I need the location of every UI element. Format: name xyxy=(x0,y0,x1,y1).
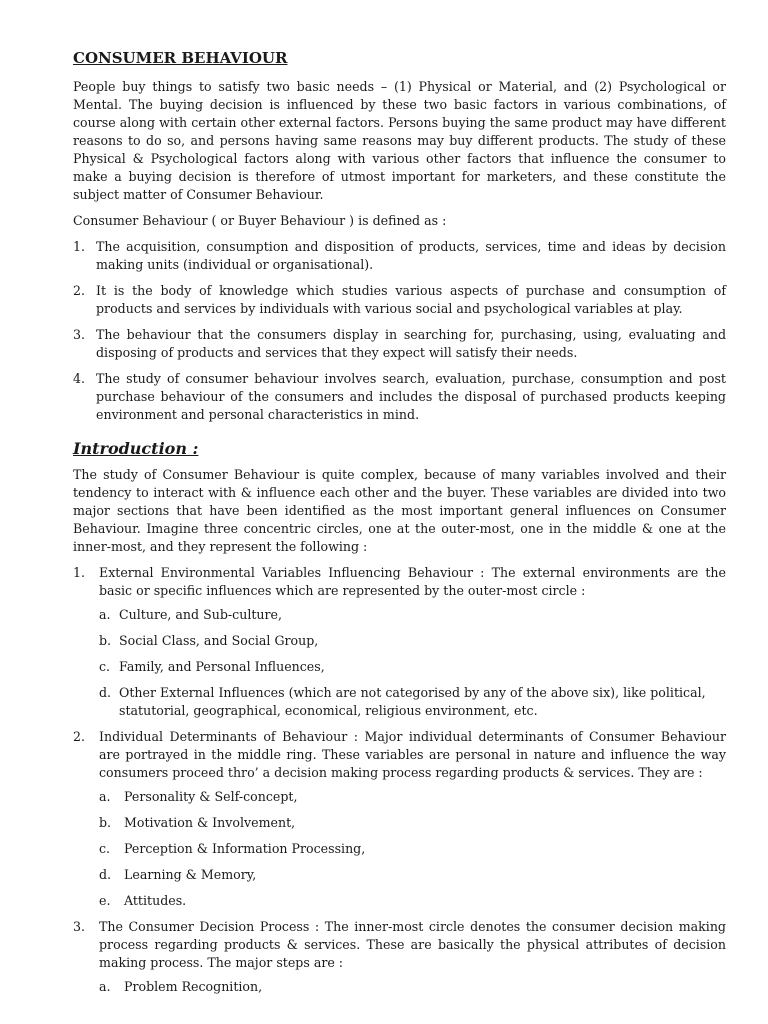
definition-text: It is the body of knowledge which studies various aspects of purchase and consumption of products and services by individuals with various social and psychological variables at play. xyxy=(96,283,726,316)
document-title: CONSUMER BEHAVIOUR xyxy=(73,49,288,67)
sub-marker: c. xyxy=(99,841,111,856)
sub-list xyxy=(99,606,726,720)
definition-intro: Consumer Behaviour ( or Buyer Behaviour ) is defined as : xyxy=(73,213,447,228)
list-number: 3. xyxy=(73,327,86,342)
definition-item xyxy=(73,326,726,362)
section-text: Individual Determinants of Behaviour : Major individual determinants of Consumer Behaviour are portrayed in the middle ring. These variables are personal in nature and influence the way consumers proceed thro’ a decision making process regarding products & services. They are : xyxy=(99,729,726,780)
sub-item xyxy=(99,840,726,858)
introduction-paragraph: The study of Consumer Behaviour is quite complex, because of many variables involved and their tendency to interact with & influence each other and the buyer. These variables are divided into two major sections that have been identified as the most important general influences on Consumer Behaviour. Imagine three concentric circles, one at the outer-most, one in the middle & one at the inner-most, and they represent the following : xyxy=(73,467,726,554)
definition-item xyxy=(73,370,726,424)
sub-marker: c. xyxy=(99,659,111,674)
sub-item xyxy=(99,658,726,676)
list-number: 1. xyxy=(73,239,86,254)
section-text: The Consumer Decision Process : The inner-most circle denotes the consumer decision making process regarding products & services. These are basically the physical attributes of decision making process. The major steps are : xyxy=(99,919,726,970)
sub-item xyxy=(99,866,726,884)
sub-item xyxy=(99,788,726,806)
sub-item xyxy=(99,814,726,832)
sub-text: Learning & Memory, xyxy=(124,867,257,882)
sub-item xyxy=(99,978,726,996)
intro-paragraph: People buy things to satisfy two basic needs – (1) Physical or Material, and (2) Psychological or Mental. The buying decision is influenced by these two basic factors in various combinations, of course along with certain other external factors. Persons buying the same product may have different reasons to do so, and persons having same reasons may buy different products. The study of these Physical & Psychological factors along with various other factors that influence the consumer to make a buying decision is therefore of utmost important for marketers, and these constitute the subject matter of Consumer Behaviour. xyxy=(73,79,726,202)
definition-text: The acquisition, consumption and disposition of products, services, time and ideas by decision making units (individual or organisational). xyxy=(96,239,726,272)
sub-text: Family, and Personal Influences, xyxy=(119,659,325,674)
list-number: 3. xyxy=(73,919,86,934)
sub-text: Culture, and Sub-culture, xyxy=(119,607,283,622)
sub-item xyxy=(99,684,726,720)
section-list xyxy=(73,564,726,996)
definition-item xyxy=(73,238,726,274)
sub-marker: b. xyxy=(99,815,112,830)
list-number: 4. xyxy=(73,371,86,386)
definition-text: The behaviour that the consumers display in searching for, purchasing, using, evaluating and disposing of products and services that they expect will satisfy their needs. xyxy=(96,327,726,360)
list-number: 2. xyxy=(73,729,86,744)
sub-item xyxy=(99,632,726,650)
sub-list xyxy=(99,978,726,996)
introduction-heading: Introduction : xyxy=(73,439,199,458)
definition-text: The study of consumer behaviour involves search, evaluation, purchase, consumption and post purchase behaviour of the consumers and includes the disposal of purchased products keeping environment and personal characteristics in mind. xyxy=(96,371,726,422)
sub-text: Perception & Information Processing, xyxy=(124,841,366,856)
definition-item xyxy=(73,282,726,318)
sub-marker: b. xyxy=(99,633,112,648)
sub-marker: a. xyxy=(99,789,111,804)
sub-text: Social Class, and Social Group, xyxy=(119,633,319,648)
sub-item xyxy=(99,892,726,910)
section-text: External Environmental Variables Influencing Behaviour : The external environments are the basic or specific influences which are represented by the outer-most circle : xyxy=(99,565,726,598)
list-number: 1. xyxy=(73,565,86,580)
section-item xyxy=(73,728,726,910)
section-item xyxy=(73,564,726,720)
sub-item xyxy=(99,606,726,624)
sub-marker: d. xyxy=(99,867,112,882)
list-number: 2. xyxy=(73,283,86,298)
sub-marker: e. xyxy=(99,893,111,908)
sub-marker: a. xyxy=(99,607,111,622)
sub-text: Attitudes. xyxy=(124,893,187,908)
sub-text: Other External Influences (which are not categorised by any of the above six), like political, statutorial, geographical, economical, religious environment, etc. xyxy=(119,685,706,718)
section-item xyxy=(73,918,726,996)
sub-list xyxy=(99,788,726,910)
sub-text: Problem Recognition, xyxy=(124,979,263,994)
definition-list xyxy=(73,238,726,424)
sub-text: Motivation & Involvement, xyxy=(124,815,296,830)
sub-marker: d. xyxy=(99,685,112,700)
sub-marker: a. xyxy=(99,979,111,994)
sub-text: Personality & Self-concept, xyxy=(124,789,298,804)
